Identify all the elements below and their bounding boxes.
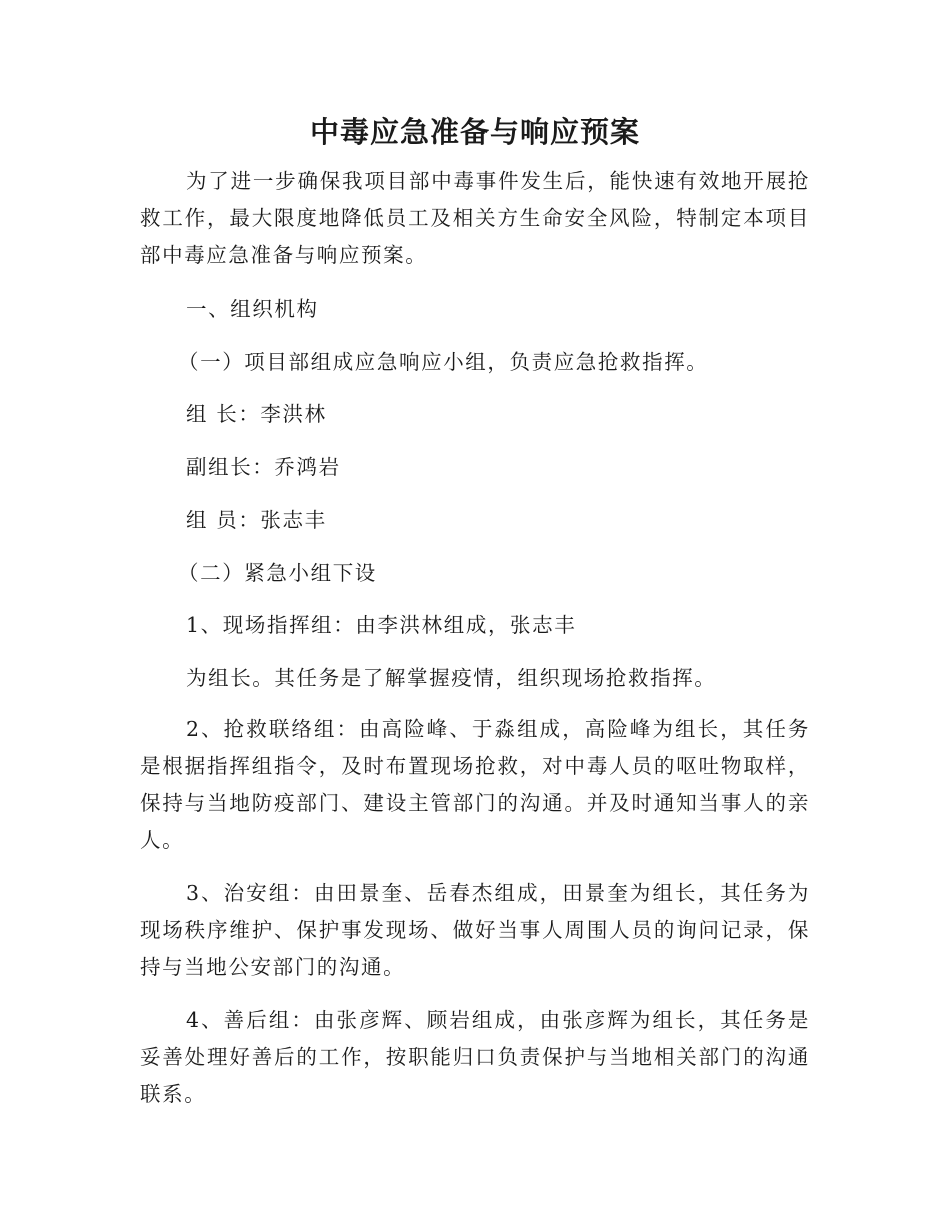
team-leader-line: 组 长：李洪林 (186, 402, 327, 426)
team-member-line: 组 员：张志丰 (186, 508, 327, 532)
section-heading-organization: 一、组织机构 (186, 297, 319, 321)
intro-paragraph: 为了进一步确保我项目部中毒事件发生后，能快速有效地开展抢救工作，最大限度地降低员工及相关方生命安全风险，特制定本项目部中毒应急准备与响应预案。 (140, 169, 810, 267)
subsection-heading-response-team: （一）项目部组成应急响应小组，负责应急抢救指挥。 (178, 350, 709, 374)
deputy-leader-line: 副组长：乔鸿岩 (186, 455, 341, 479)
item1-line1: 1、现场指挥组：由李洪林组成，张志丰 (186, 613, 577, 637)
item1-line2: 为组长。其任务是了解掌握疫情，组织现场抢救指挥。 (186, 666, 717, 690)
document-title: 中毒应急准备与响应预案 (309, 115, 640, 149)
item4-paragraph: 4、善后组：由张彦辉、顾岩组成，由张彦辉为组长，其任务是妥善处理好善后的工作，按职能归口负责保护与当地相关部门的沟通联系。 (140, 1008, 810, 1106)
subsection-heading-emergency-groups: （二）紧急小组下设 (178, 561, 377, 585)
item2-paragraph: 2、抢救联络组：由高险峰、于淼组成，高险峰为组长，其任务是根据指挥组指令，及时布置现场抢救，对中毒人员的呕吐物取样，保持与当地防疫部门、建设主管部门的沟通。并及时通知当事人的亲人。 (140, 717, 810, 852)
item3-paragraph: 3、治安组：由田景奎、岳春杰组成，田景奎为组长，其任务为现场秩序维护、保护事发现场、做好当事人周围人员的询问记录，保持与当地公安部门的沟通。 (140, 881, 810, 979)
